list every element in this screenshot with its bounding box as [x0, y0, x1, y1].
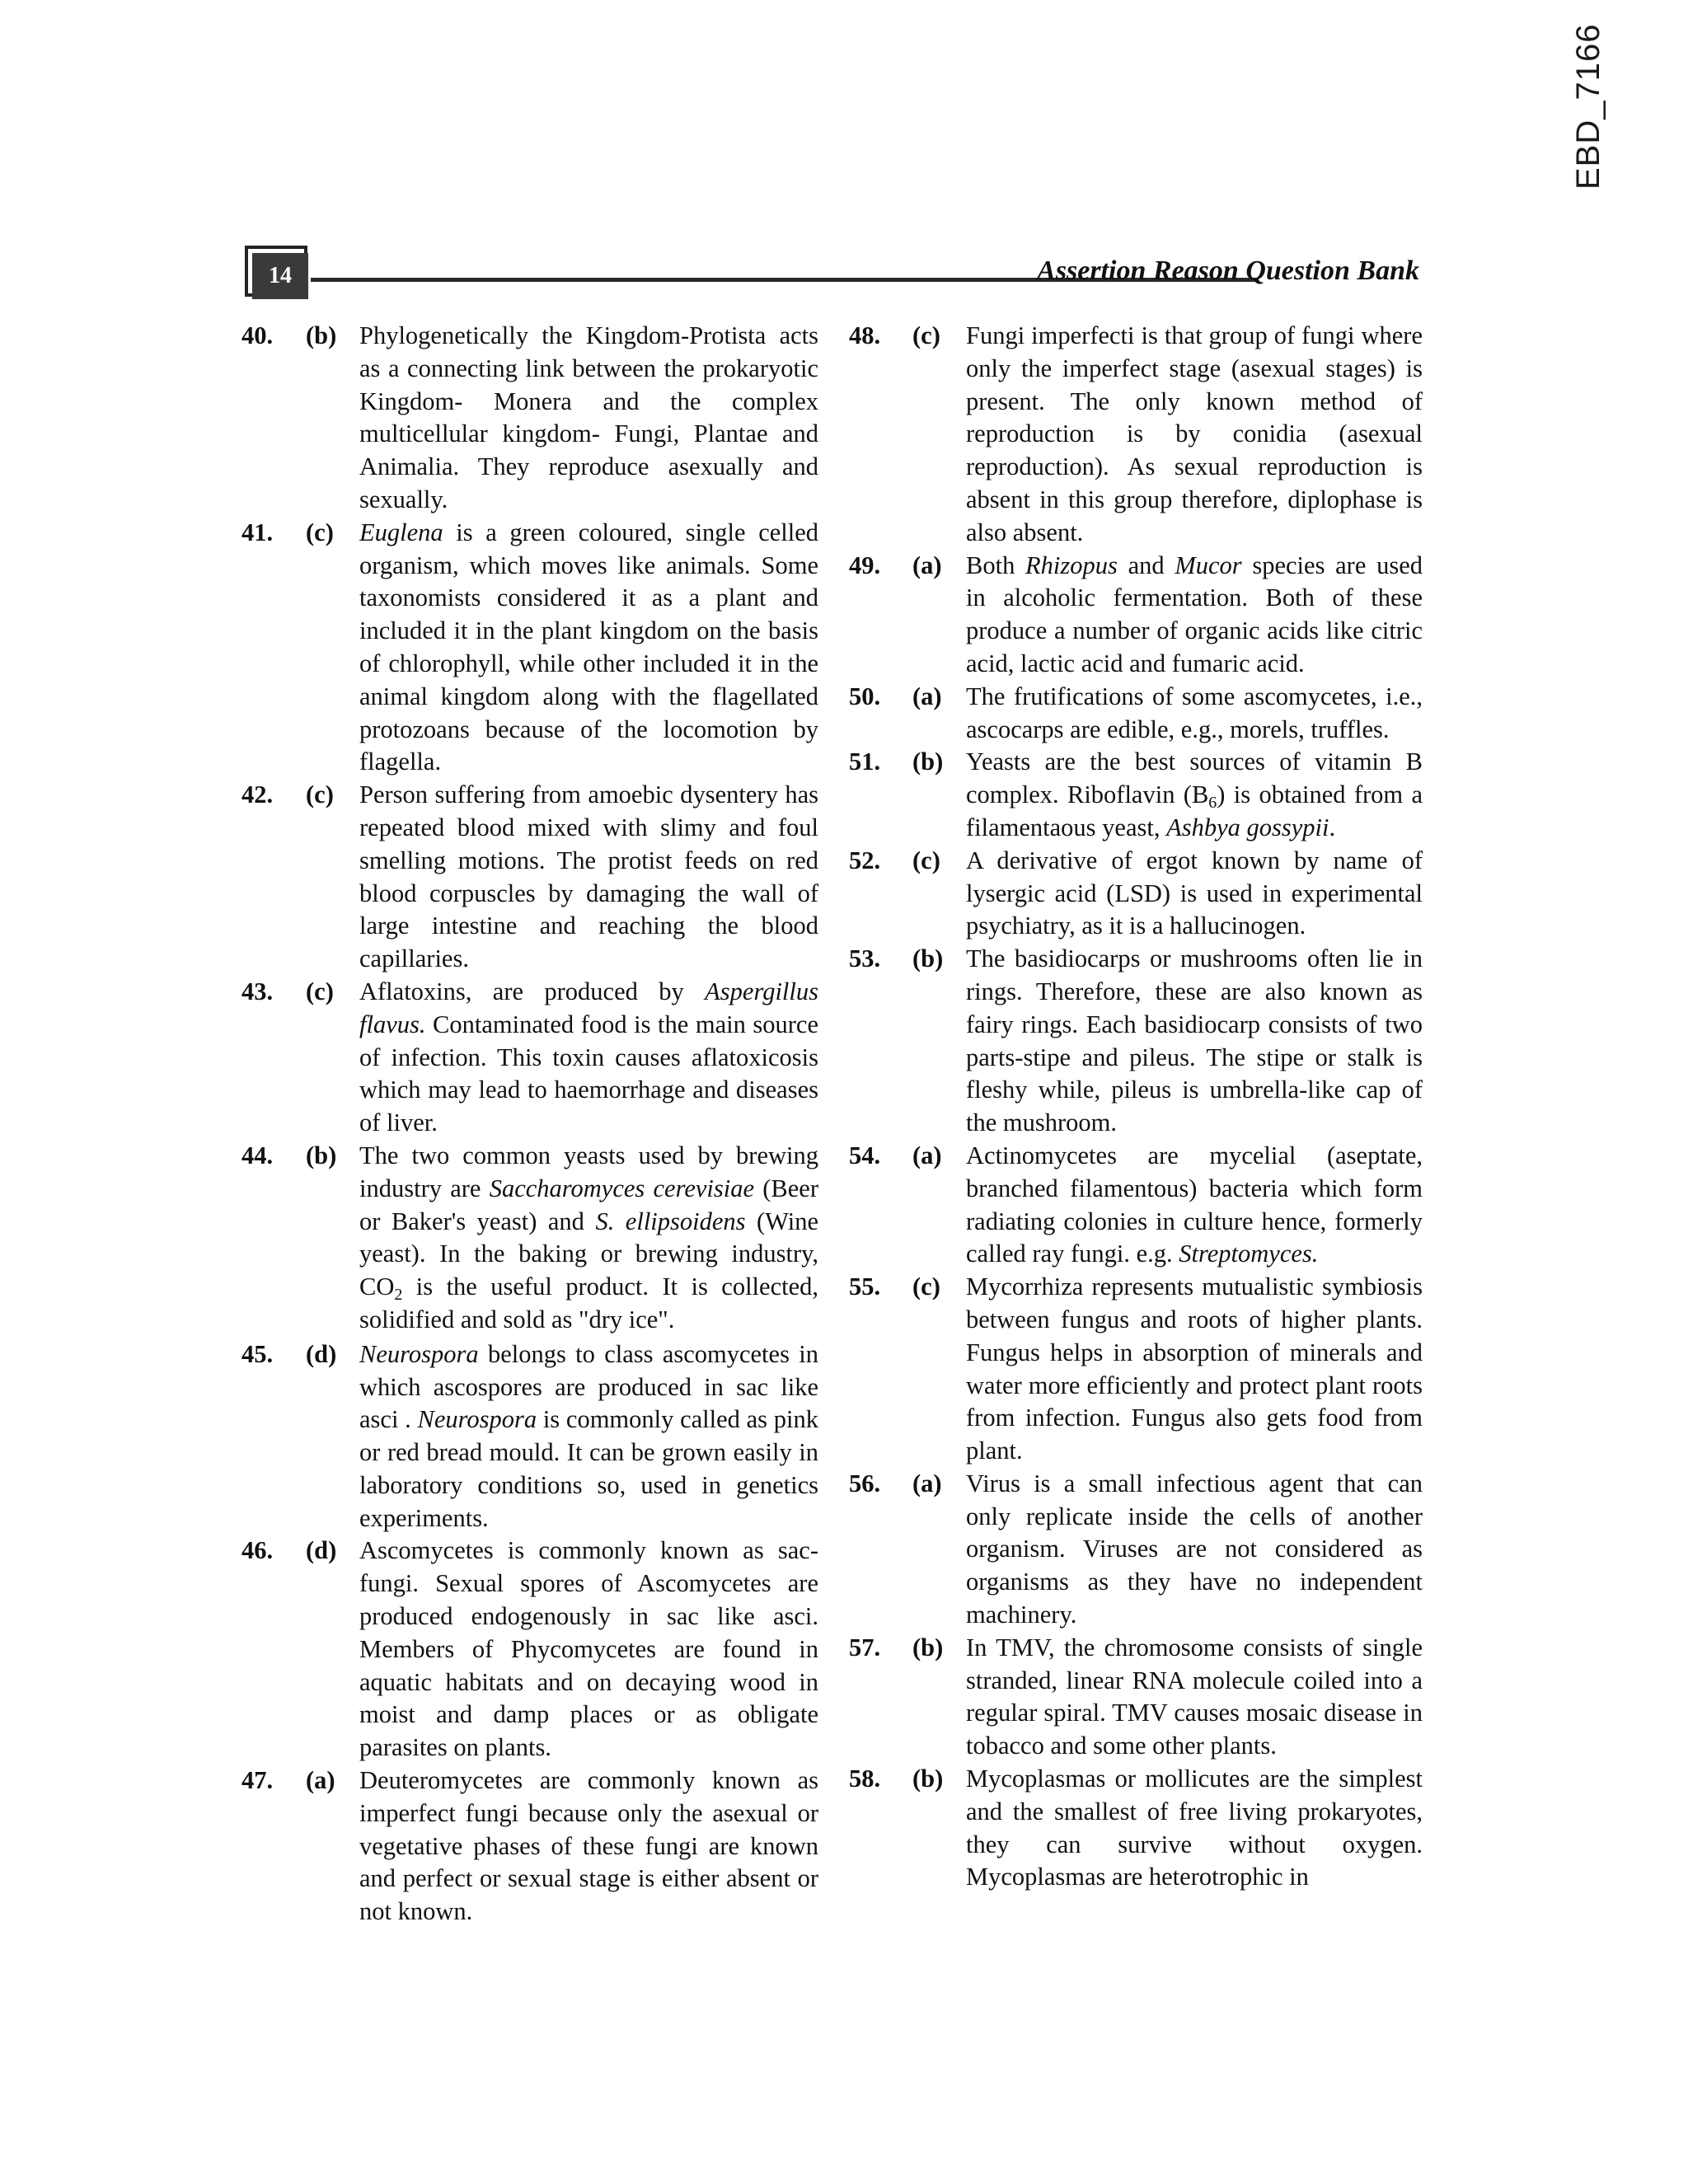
item-number: 57. [849, 1633, 881, 1661]
explanation: Fungi imperfecti is that group of fungi where only the imperfect stage (asexual stages) is present. The only known method of reproduction is by conidia (asexual reproduction). As sexual reproduction is absent in this group therefore, diplophase is also absent. [966, 321, 1423, 546]
answer-option: (a) [912, 1469, 942, 1497]
answer-item-43 [241, 976, 818, 1140]
item-number: 41. [241, 518, 274, 546]
answer-item-40 [241, 320, 818, 517]
answer-item-55 [849, 1271, 1423, 1468]
answer-item-44 [241, 1140, 818, 1337]
answer-option: (c) [912, 321, 940, 349]
answer-option: (c) [912, 846, 940, 874]
explanation: The frutifications of some ascomycetes, i.e., ascocarps are edible, e.g., morels, truffles. [966, 682, 1423, 743]
item-number: 51. [849, 748, 881, 776]
book-title: Assertion Reason Question Bank [1037, 255, 1419, 286]
item-number: 44. [241, 1141, 274, 1169]
explanation: Virus is a small infectious agent that can only replicate inside the cells of another organism. Viruses are not considered as organisms as they have no independent machinery. [966, 1469, 1423, 1629]
item-number: 55. [849, 1272, 881, 1301]
explanation: Neurospora belongs to class ascomycetes in which ascospores are produced in sac like asci . Neurospora is commonly called as pink or red bread mould. It can be grown easily in laboratory conditions so, used in genetics experiments. [359, 1339, 818, 1532]
answer-option: (b) [912, 1765, 944, 1793]
answer-option: (b) [306, 321, 337, 349]
answer-item-48 [849, 320, 1423, 550]
answer-option: (a) [912, 682, 942, 710]
item-number: 52. [849, 846, 881, 874]
page-header [245, 246, 1419, 303]
item-number: 54. [849, 1141, 881, 1169]
item-number: 40. [241, 321, 274, 349]
item-number: 48. [849, 321, 881, 349]
item-number: 46. [241, 1536, 274, 1565]
answer-item-54 [849, 1140, 1423, 1271]
explanation: Deuteromycetes are commonly known as imperfect fungi because only the asexual or vegetative phases of these fungi are known and perfect or sexual stage is either absent or not known. [359, 1766, 818, 1926]
page-number: 14 [252, 253, 308, 299]
answer-option: (c) [306, 780, 334, 809]
answer-item-47 [241, 1765, 818, 1929]
explanation: Mycorrhiza represents mutualistic symbiosis between fungus and roots of higher plants. Fungus helps in absorption of minerals and water more efficiently and protect plant roots from infection. Fungus also gets food from plant. [966, 1272, 1423, 1465]
right-column [849, 320, 1423, 1894]
explanation: Phylogenetically the Kingdom-Protista acts as a connecting link between the prokaryotic Kingdom- Monera and the complex multicellular kingdom- Fungi, Plantae and Animalia. They reproduce asexually and sexually. [359, 321, 818, 513]
explanation: Actinomycetes are mycelial (aseptate, branched filamentous) bacteria which form radiating colonies in culture hence, formerly called ray fungi. e.g. Streptomyces. [966, 1141, 1423, 1268]
explanation: The two common yeasts used by brewing industry are Saccharomyces cerevisiae (Beer or Baker's yeast) and S. ellipsoidens (Wine yeast). In the baking or brewing industry, $CO_2$ is the useful product. It is collected, solidified and sold as "dry ice". [359, 1141, 818, 1333]
item-number: 47. [241, 1766, 274, 1795]
answer-option: (d) [306, 1339, 337, 1368]
explanation: In TMV, the chromosome consists of single stranded, linear RNA molecule coiled into a regular spiral. TMV causes mosaic disease in tobacco and some other plants. [966, 1633, 1423, 1760]
item-number: 49. [849, 551, 881, 579]
item-number: 58. [849, 1765, 881, 1793]
answer-item-52 [849, 845, 1423, 943]
item-number: 43. [241, 977, 274, 1005]
book-code: EBD_7166 [1570, 23, 1606, 190]
answer-option: (a) [912, 551, 942, 579]
answer-item-49 [849, 550, 1423, 681]
answer-option: (b) [912, 1633, 944, 1661]
item-number: 56. [849, 1469, 881, 1497]
explanation: Yeasts are the best sources of vitamin B complex. Riboflavin $(B_6)$ is obtained from a filamentaous yeast, Ashbya gossypii. [966, 748, 1423, 841]
answer-item-42 [241, 779, 818, 976]
answer-item-41 [241, 517, 818, 779]
answer-option: (a) [912, 1141, 942, 1169]
answer-option: (a) [306, 1766, 335, 1795]
answer-item-45 [241, 1338, 818, 1535]
item-number: 53. [849, 944, 881, 973]
answer-option: (c) [306, 518, 334, 546]
explanation: Person suffering from amoebic dysentery has repeated blood mixed with slimy and foul smelling motions. The protist feeds on red blood corpuscles by damaging the wall of large intestine and reaching the blood capillaries. [359, 780, 818, 973]
answer-option: (b) [912, 944, 944, 973]
answer-option: (b) [306, 1141, 337, 1169]
explanation: The basidiocarps or mushrooms often lie in rings. Therefore, these are also known as fairy rings. Each basidiocarp consists of two parts-stipe and pileus. The stipe or stalk is fleshy while, pileus is umbrella-like cap of the mushroom. [966, 944, 1423, 1137]
answer-item-51 [849, 746, 1423, 844]
left-column [241, 320, 818, 1929]
item-number: 42. [241, 780, 274, 809]
answer-item-57 [849, 1632, 1423, 1763]
explanation: Ascomycetes is commonly known as sac-fungi. Sexual spores of Ascomycetes are produced endogenously in sac like asci. Members of Phycomycetes are found in aquatic habitats and on decaying wood in moist and damp places or as obligate parasites on plants. [359, 1536, 818, 1762]
explanation: Aflatoxins, are produced by Aspergillus flavus. Contaminated food is the main source of infection. This toxin causes aflatoxicosis which may lead to haemorrhage and diseases of liver. [359, 977, 818, 1137]
explanation: A derivative of ergot known by name of lysergic acid (LSD) is used in experimental psychiatry, as it is a hallucinogen. [966, 846, 1423, 940]
answer-item-56 [849, 1468, 1423, 1632]
item-number: 45. [241, 1339, 274, 1368]
answer-item-46 [241, 1535, 818, 1765]
answer-option: (b) [912, 748, 944, 776]
explanation: Mycoplasmas or mollicutes are the simplest and the smallest of free living prokaryotes, they can survive without oxygen. Mycoplasmas are heterotrophic in [966, 1765, 1423, 1891]
answer-option: (d) [306, 1536, 337, 1565]
explanation: Both Rhizopus and Mucor species are used in alcoholic fermentation. Both of these produce a number of organic acids like citric acid, lactic acid and fumaric acid. [966, 551, 1423, 677]
answer-item-50 [849, 681, 1423, 747]
answer-item-58 [849, 1763, 1423, 1894]
answer-option: (c) [306, 977, 334, 1005]
answer-option: (c) [912, 1272, 940, 1301]
answer-item-53 [849, 943, 1423, 1140]
item-number: 50. [849, 682, 881, 710]
explanation: Euglena is a green coloured, single celled organism, which moves like animals. Some taxonomists considered it as a plant and included it in the plant kingdom on the basis of chlorophyll, while other included it in the animal kingdom along with the flagellated protozoans because of the locomotion by flagella. [359, 518, 818, 776]
